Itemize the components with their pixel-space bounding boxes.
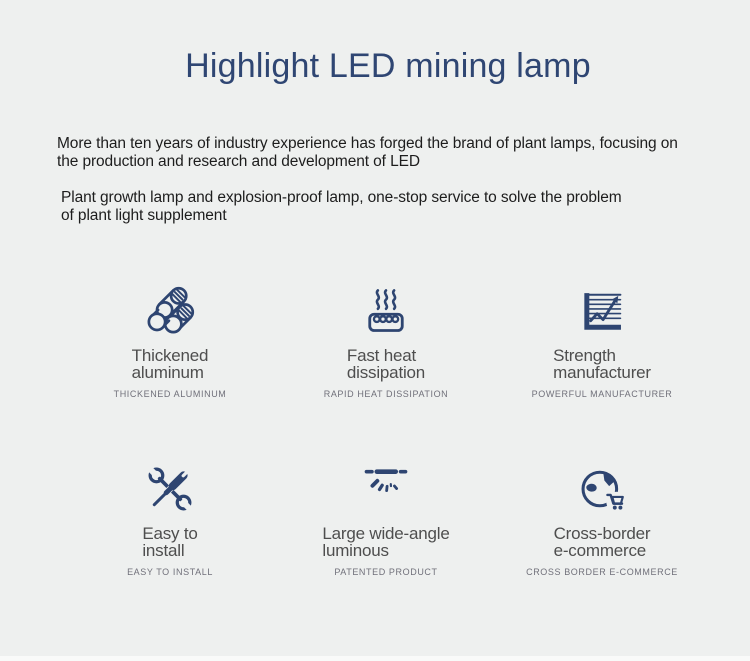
feature-caption: EASY TO INSTALL: [127, 567, 213, 577]
feature-title-wrap: [278, 347, 494, 383]
feature-title-line1: Large wide-angle: [322, 524, 450, 543]
feature-card-fast-heat-dissipation: [278, 281, 494, 399]
intro-p1-line2: the production and research and development of LED: [57, 152, 420, 170]
feature-caption: CROSS BORDER E-COMMERCE: [526, 567, 678, 577]
feature-caption: POWERFUL MANUFACTURER: [531, 389, 673, 399]
feature-title: [132, 347, 209, 381]
feature-title: [347, 347, 425, 381]
intro-p2-line2: of plant light supplement: [61, 206, 227, 224]
feature-title-line2: manufacturer: [553, 363, 651, 382]
feature-icon-box: [494, 459, 710, 519]
intro-p2-line1: Plant growth lamp and explosion-proof lamp, one-stop service to solve the problem: [61, 189, 622, 206]
feature-title: [554, 525, 651, 559]
feature-title-wrap: [62, 525, 278, 561]
feature-icon-box: [494, 281, 710, 341]
feature-title-line1: Easy to: [142, 524, 198, 543]
feature-title-wrap: [278, 525, 494, 561]
feature-card-thickened-aluminum: [62, 281, 278, 399]
feature-title-line1: Strength: [553, 346, 616, 365]
heat-dissipation-icon: [360, 285, 412, 337]
feature-card-cross-border-e-commerce: [494, 459, 710, 577]
feature-icon-box: [278, 281, 494, 341]
feature-title-line2: install: [142, 541, 185, 560]
page-title: Highlight LED mining lamp: [185, 47, 591, 85]
feature-icon-box: [62, 281, 278, 341]
feature-title-line2: e-commerce: [553, 541, 647, 560]
feature-title-line1: Thickened: [131, 346, 209, 365]
feature-title: [553, 347, 651, 381]
feature-icon-box: [62, 459, 278, 519]
tools-icon: [144, 463, 196, 515]
growth-chart-icon: [576, 285, 628, 337]
intro-p1-line1: More than ten years of industry experience has forged the brand of plant lamps, focusing on: [57, 135, 678, 152]
feature-title-line2: luminous: [322, 541, 389, 560]
feature-title: [322, 525, 449, 559]
feature-title-line1: Fast heat: [346, 346, 416, 365]
feature-card-easy-to-install: [62, 459, 278, 577]
feature-title-line2: dissipation: [346, 363, 426, 382]
globe-cart-icon: [576, 463, 628, 515]
feature-caption: PATENTED PRODUCT: [334, 567, 438, 577]
feature-title-line2: aluminum: [131, 363, 204, 382]
aluminum-tubes-icon: [144, 285, 196, 337]
feature-title-wrap: [62, 347, 278, 383]
feature-title-wrap: [494, 525, 710, 561]
feature-title-wrap: [494, 347, 710, 383]
feature-card-large-wide-angle-luminous: [278, 459, 494, 577]
feature-caption: THICKENED ALUMINUM: [113, 389, 227, 399]
footer-strip: [0, 656, 750, 661]
feature-caption: RAPID HEAT DISSIPATION: [323, 389, 449, 399]
feature-grid: [62, 281, 710, 577]
feature-icon-box: [278, 459, 494, 519]
intro-paragraph-2: [61, 189, 710, 224]
feature-title-line1: Cross-border: [553, 524, 651, 543]
intro-paragraph-1: [57, 135, 710, 170]
feature-card-strength-manufacturer: [494, 281, 710, 399]
feature-title: [142, 525, 197, 559]
wide-angle-light-icon: [360, 463, 412, 515]
